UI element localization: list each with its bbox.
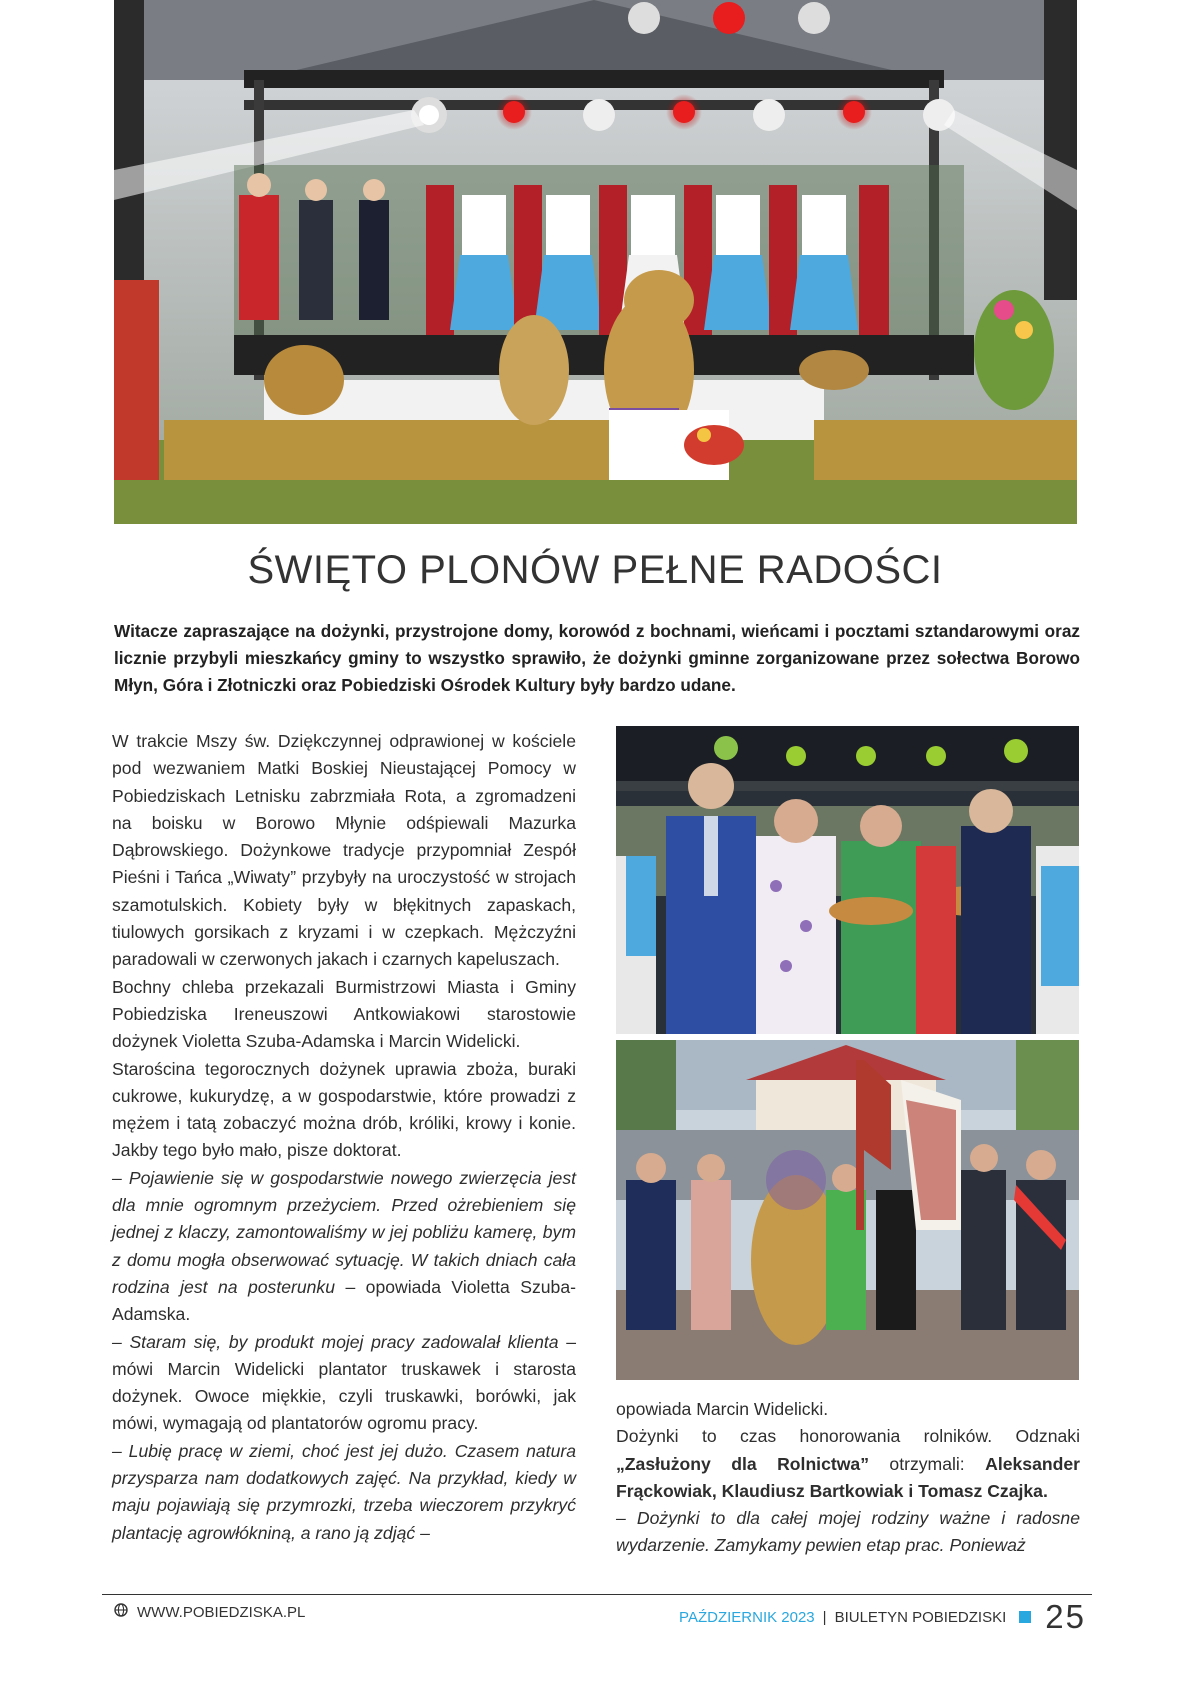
paragraph-quote-family: – Dożynki to dla całej mojej rodziny ważne i radosne wydarzenie. Zamykamy pewien etap prac. Ponieważ xyxy=(616,1508,1080,1556)
accent-square xyxy=(1019,1611,1031,1623)
footer-issue-info xyxy=(679,1598,1086,1636)
globe-icon xyxy=(114,1603,128,1621)
article-column-left xyxy=(112,728,576,1547)
bulletin-name: BIULETYN POBIEDZISKI xyxy=(834,1608,1007,1626)
quote-violetta: – Pojawienie się w gospodarstwie nowego zwierzęcia jest dla mnie ogromnym przeżyciem. Przed ożrebieniem się jednej z klaczy, zamontowaliśmy w jej pobliżu kamerę, bym z domu mogła obserwować sytuację. W takich dniach cała rodzina jest na posterunku xyxy=(112,1167,576,1297)
website-link[interactable]: WWW.POBIEDZISKA.PL xyxy=(137,1603,306,1621)
footer-separator: | xyxy=(822,1608,827,1626)
awards-mid: otrzymali: xyxy=(869,1453,986,1474)
footer-divider xyxy=(102,1594,1092,1595)
article-column-right xyxy=(616,1396,1080,1560)
photo-procession-banners xyxy=(616,1040,1079,1380)
footer-website[interactable] xyxy=(114,1603,305,1621)
issue-month: PAŹDZIERNIK 2023 xyxy=(679,1608,815,1626)
paragraph-mass: W trakcie Mszy św. Dziękczynnej odprawionej w kościele pod wezwaniem Matki Boskiej Nieustającej Pomocy w Pobiedziskach Letnisku zabrzmiała Rota, a zgromadzeni na boisku w Borowo Młynie odśpiewali Mazurka Dąbrowskiego. Dożynkowe tradycje przypomniał Zespół Pieśni i Tańca „Wiwaty” przybyły na uroczystość w strojach szamotulskich. Kobiety były w błękitnych zapaskach, tiulowych gorsikach z kryzami i w czepkach. Mężczyźni paradowali w czerwonych jakach i czarnych kapeluszach. xyxy=(112,731,576,970)
hero-photo-stage xyxy=(114,0,1077,524)
paragraph-awards xyxy=(616,1423,1080,1505)
paragraph-host: Starościna tegorocznych dożynek uprawia zboża, buraki cukrowe, kukurydzę, a w gospodarstwie, które prowadzi z mężem i tatą zobaczyć można drób, króliki, krowy i konie. Jakby tego było mało, pisze doktorat. xyxy=(112,1058,576,1161)
paragraph-attribution-marcin: opowiada Marcin Widelicki. xyxy=(616,1399,829,1419)
quote-marcin-attribution: – mówi Marcin Widelicki plantator truskawek i starosta dożynek. Owoce miękkie, czyli truskawki, borówki, jak mówi, wymagają od plantatorów ogromu pracy. xyxy=(112,1331,576,1434)
paragraph-quote-violetta xyxy=(112,1165,576,1329)
paragraph-bread: Bochny chleba przekazali Burmistrzowi Miasta i Gminy Pobiedziska Ireneuszowi Antkowiakowi starostowie dożynek Violetta Szuba-Adamska i Marcin Widelicki. xyxy=(112,976,576,1052)
page-number: 25 xyxy=(1045,1598,1086,1635)
quote-marcin: – Staram się, by produkt mojej pracy zadowalał klienta xyxy=(112,1331,559,1352)
paragraph-quote-marcin xyxy=(112,1329,576,1438)
photo-officials-bread xyxy=(616,726,1079,1034)
article-lead: Witacze zapraszające na dożynki, przystrojone domy, korowód z bochnami, wieńcami i pocztami sztandarowymi oraz licznie przybyli mieszkańcy gminy to wszystko sprawiło, że dożynki gminne zorganizowane przez sołectwa Borowo Młyn, Góra i Złotniczki oraz Pobiedziski Ośrodek Kultury były bardzo udane. xyxy=(114,621,1080,695)
article-title: ŚWIĘTO PLONÓW PEŁNE RADOŚCI xyxy=(247,548,943,592)
awards-intro: Dożynki to czas honorowania rolników. Odznaki xyxy=(616,1426,1080,1447)
award-name: „Zasłużony dla Rolnictwa” xyxy=(616,1453,869,1474)
paragraph-quote-work: – Lubię pracę w ziemi, choć jest jej dużo. Czasem natura przysparza nam dodatkowych zajęć. Na przykład, kiedy w maju pojawiają się przymrozki, trzeba wieczorem przykryć plantację agrowłókniną, a rano ją zdjąć – xyxy=(112,1440,576,1543)
quote-violetta-attribution: – opowiada Violetta Szuba-Adamska. xyxy=(112,1276,576,1325)
award-recipients: Aleksander Frąckowiak, Klaudiusz Bartkowiak i Tomasz Czajka. xyxy=(616,1453,1080,1501)
